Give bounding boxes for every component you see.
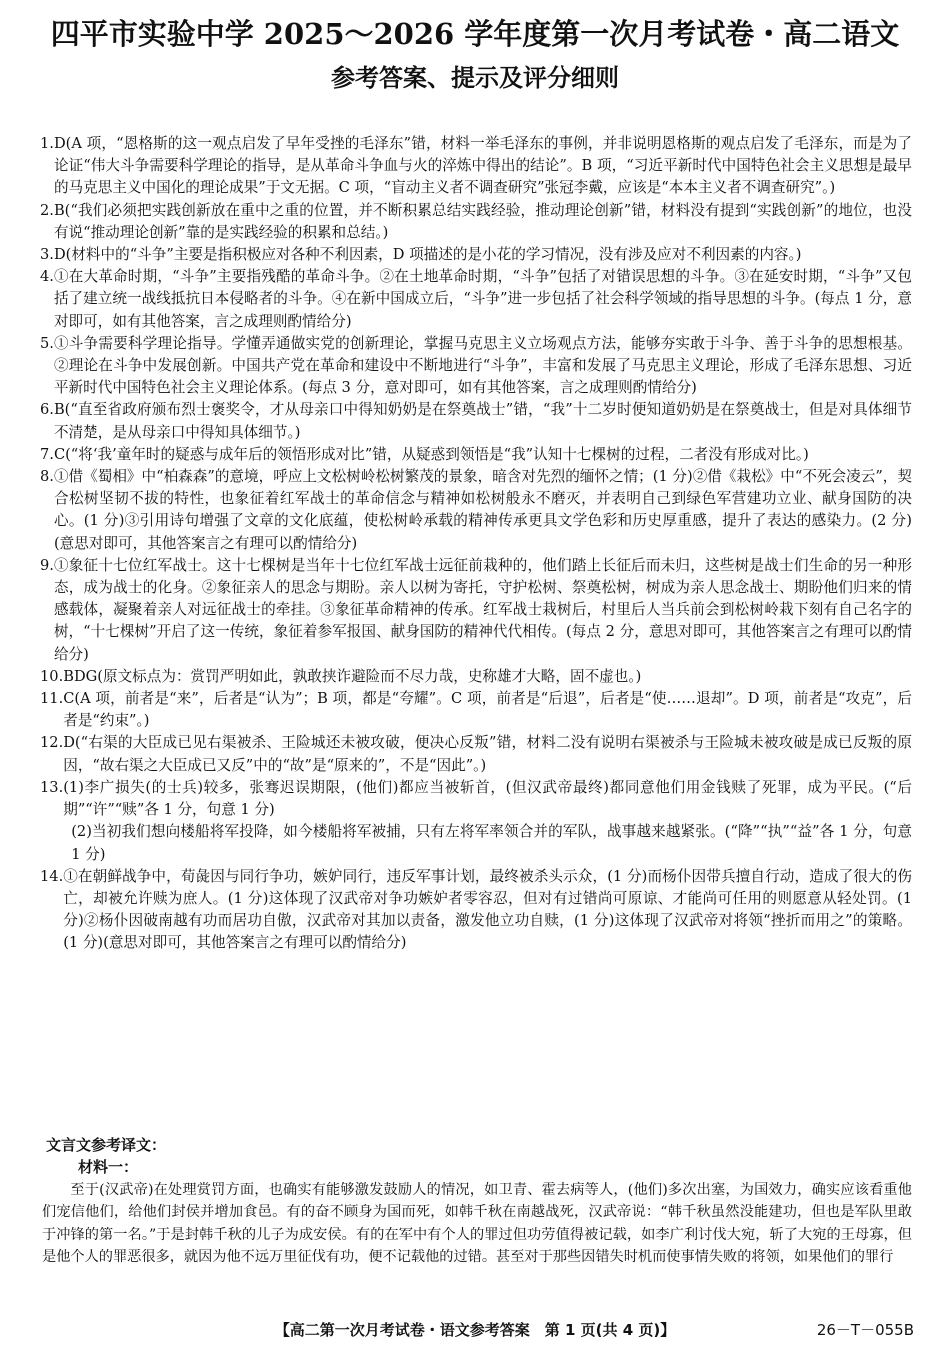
- answer-item-1: [40, 133, 912, 200]
- answer-item-5: [40, 333, 912, 400]
- answer-item-8: [40, 466, 912, 555]
- answer-item-6: [40, 399, 912, 443]
- footer-paper-code: 26－T－055B: [816, 1321, 914, 1339]
- answer-item-11: [40, 688, 912, 732]
- answer-text: ①象征十七位红军战士。这十七棵树是当年十七位红军战士远征前栽种的，他们踏上长征后而未归，这些树是战士们生命的另一种形态，成为战士的化身。②象征亲人的思念与期盼。亲人以树为寄托，守护松树、祭奠松树，树成为亲人思念战士、期盼他们归来的情感载体，凝聚着亲人对远征战士的牵挂。③象征革命精神的传承。红军战士栽树后，村里后人当兵前会到松树岭栽下刻有自己名字的树，“十七棵树”开启了这一传统，象征着参军报国、献身国防的精神代代相传。(每点 2 分，意思对即可，其他答案言之有理可以酌情给分): [53, 556, 912, 663]
- answer-text: C(“将‘我’童年时的疑惑与成年后的领悟形成对比”错，从疑惑到领悟是“我”认知十七棵树的过程，二者没有形成对比。): [53, 445, 809, 463]
- answer-number: 12.: [40, 734, 64, 752]
- answer-number: 5.: [40, 334, 54, 352]
- page-title: 四平市实验中学 2025～2026 学年度第一次月考试卷・高二语文: [50, 17, 900, 51]
- answer-number: 8.: [40, 468, 54, 486]
- answer-number: 11.: [40, 690, 64, 708]
- answer-text: B(“我们必须把实践创新放在重中之重的位置，并不断积累总结实践经验，推动理论创新”错，材料没有提到“实践创新”的地位，也没有说“推动理论创新”靠的是实践经验的积累和总结。): [53, 201, 912, 241]
- answer-item-2: [40, 200, 912, 244]
- answer-item-4: [40, 266, 912, 333]
- answer-text: C(A 项，前者是“来”，后者是“认为”；B 项，都是“夸耀”。C 项，前者是“后退”，后者是“使……退却”。D 项，前者是“攻克”，后者是“约束”。): [63, 690, 912, 730]
- answer-item-14: [40, 866, 912, 955]
- answer-text: D(A 项，“恩格斯的这一观点启发了早年受挫的毛泽东”错，材料一举毛泽东的事例，并非说明恩格斯的观点启发了毛泽东，而是为了论证“伟大斗争需要科学理论的指导，是从革命斗争血与火的淬炼中得出的结论”。B 项，“习近平新时代中国特色社会主义思想是最早的马克思主义中国化的理论成果”于文无据。C 项，“盲动主义者不调查研究”张冠李戴，应该是“本本主义者不调查研究”。): [53, 135, 912, 197]
- answer-text: ①斗争需要科学理论指导。学懂弄通做实党的创新理论，掌握马克思主义立场观点方法，能够夯实敢于斗争、善于斗争的思想根基。②理论在斗争中发展创新。中国共产党在革命和建设中不断地进行“斗争”，丰富和发展了马克思主义理论，形成了毛泽东思想、习近平新时代中国特色社会主义理论体系。(每点 3 分，意对即可，如有其他答案，言之成理则酌情给分): [53, 334, 912, 397]
- answer-text: D(材料中的“斗争”主要是指积极应对各种不利因素，D 项描述的是小花的学习情况，没有涉及应对不利因素的内容。): [53, 246, 802, 264]
- answer-item-9: [40, 555, 912, 666]
- answer-text: B(“直至省政府颁布烈士褒奖令，才从母亲口中得知奶奶是在祭奠战士”错，“我”十二岁时便知道奶奶是在祭奠战士，但是对具体细节不清楚，是从母亲口中得知具体细节。): [53, 401, 912, 441]
- answer-text: BDG(原文标点为：赏罚严明如此，孰敢挟诈避险而不尽力哉，史称雄才大略，固不虚也。): [63, 667, 642, 685]
- translation-paragraph: 至于(汉武帝)在处理赏罚方面，也确实有能够激发鼓励人的情况，如卫青、霍去病等人，(他们)多次出塞，为国效力，确实应该看重他们宠信他们，给他们封侯并增加食邑。有的奋不顾身为国而死，如韩千秋在南越战死，汉武帝说：“韩千秋虽然没能建功，但也是军队里敢于冲锋的第一名。”于是封韩千秋的儿子为成安侯。有的在军中有个人的罪过但功劳值得被记载，如李广利讨伐大宛，斩了大宛的王母寡，但是他个人的罪恶很多，就因为他不远万里征伐有功，便不记载他的过错。甚至对于那些因错失时机而使事情失败的将领，如果他们的罪行: [42, 1182, 912, 1266]
- page-subtitle: 参考答案、提示及评分细则: [331, 64, 619, 92]
- answer-text: (1)李广损失(的士兵)较多，张骞迟误期限，(他们)都应当被斩首，(但汉武帝最终)都同意他们用金钱赎了死罪，成为平民。(“后期”“许”“赎”各 1 分，句意 1 分): [63, 778, 912, 819]
- answer-item-12: [40, 732, 912, 776]
- answer-number: 13.: [40, 778, 64, 796]
- answer-item-3: [40, 244, 912, 266]
- answer-number: 1.: [40, 135, 54, 152]
- answer-text: ①借《蜀相》中“柏森森”的意境，呼应上文松树岭松树繁茂的景象，暗含对先烈的缅怀之情；(1 分)②借《栽松》中“不死会凌云”，契合松树坚韧不拔的特性，也象征着红军战士的革命信念与精神如松树般永不磨灭，并表明自己到绿色军营建功立业、献身国防的决心。(1 分)③引用诗句增强了文章的文化底蕴，使松树岭承载的精神传承更具文学色彩和历史厚重感，提升了表达的感染力。(2 分)(意思对即可，其他答案言之有理可以酌情给分): [53, 468, 912, 552]
- answer-item-13: [40, 777, 912, 821]
- answer-item-13-part-2: [40, 821, 912, 865]
- page-footer: [0, 1318, 950, 1342]
- answer-text: ①在朝鲜战争中，荀彘因与同行争功，嫉妒同行，违反军事计划，最终被杀头示众，(1 分)而杨仆因带兵擅自行动，造成了很大的伤亡，却被允许赎为庶人。(1 分)这体现了汉武帝对争功嫉妒者零容忍，但对有过错尚可原谅、才能尚可任用的则愿意从轻处罚。(1 分)②杨仆因破南越有功而居功自傲，汉武帝对其加以责备，激发他立功自赎，(1 分)这体现了汉武帝对将领“挫折而用之”的策略。(1 分)(意思对即可，其他答案言之有理可以酌情给分): [63, 867, 912, 952]
- answer-number: 10.: [40, 667, 64, 685]
- footer-page-info: 【高二第一次月考试卷・语文参考答案 第 1 页(共 4 页)】: [274, 1321, 676, 1339]
- answer-number: 7.: [40, 445, 54, 463]
- answer-text: ①在大革命时期，“斗争”主要指残酷的革命斗争。②在土地革命时期，“斗争”包括了对错误思想的斗争。③在延安时期，“斗争”又包括了建立统一战线抵抗日本侵略者的斗争。④在新中国成立后，“斗争”进一步包括了社会科学领域的指导思想的斗争。(每点 1 分，意对即可，如有其他答案，言之成理则酌情给分): [53, 268, 912, 330]
- answer-item-7: [40, 444, 912, 466]
- answer-text: (2)当初我们想向楼船将军投降，如今楼船将军被捕，只有左将军率领合并的军队，战事越来越紧张。(“降”“执”“益”各 1 分，句意 1 分): [71, 823, 912, 863]
- answer-item-10: [40, 666, 912, 688]
- answer-number: 14.: [40, 867, 64, 885]
- answer-text: D(“右渠的大臣成已见右渠被杀、王险城还未被攻破，便决心反叛”错，材料二没有说明右渠被杀与王险城未被攻破是成已反叛的原因，“故右渠之大臣成已又反”中的“故”是“原来的”，不是“因此”。): [63, 734, 912, 774]
- answer-number: 3.: [40, 246, 54, 264]
- translation-material-label: 材料一：: [78, 1158, 139, 1176]
- answer-number: 4.: [40, 268, 54, 286]
- answer-number: 9.: [40, 556, 54, 574]
- answer-list: [40, 133, 912, 955]
- answer-number: 6.: [40, 401, 54, 419]
- answer-number: 2.: [40, 201, 54, 219]
- translation-heading: 文言文参考译文：: [46, 1136, 167, 1154]
